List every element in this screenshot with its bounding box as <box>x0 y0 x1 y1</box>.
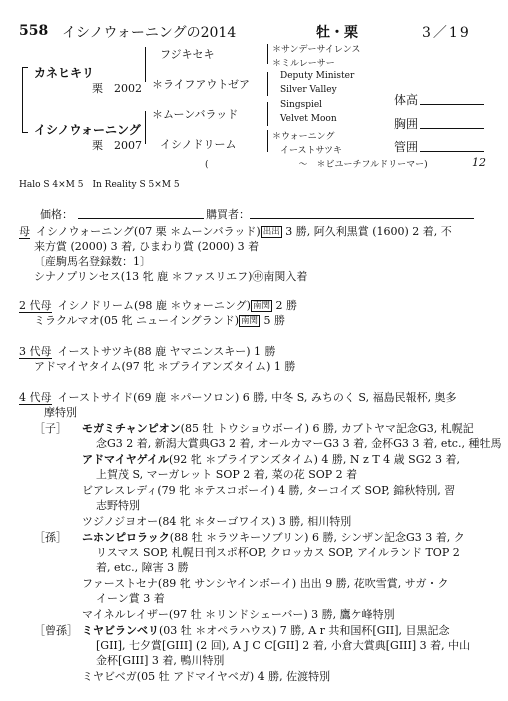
g3-item: ＊ミルレーサー <box>272 59 335 69</box>
chest-label: 胸囲 <box>394 117 419 131</box>
descendant-entry <box>34 483 455 498</box>
horse-name: ビアレスレディ <box>82 484 158 497</box>
horse-record: (89 牝 サンシヤインボーイ) 出出 9 勝, 花吹雪賞, サガ・ク <box>157 577 449 590</box>
relation-bracket: ［曾孫］ <box>34 624 78 637</box>
descendant-entry <box>34 669 330 684</box>
pedigree-bracket-top <box>22 67 28 68</box>
gen2-line2: ミラクルマオ(05 牝 ニューイングランド) 南関 5 勝 <box>34 314 286 327</box>
horse-record: (84 牝 ＊ターゴワイス) 3 勝, 相川特別 <box>158 515 352 528</box>
descendant-entry <box>34 623 449 638</box>
horse-record: (85 牡 トウショウボーイ) 6 勝, カブトヤマ記念G3, 札幌記 <box>180 422 474 435</box>
height-line <box>420 104 484 105</box>
gen3-line1: 3 代母 イーストサツキ(88 鹿 ヤマニンスキー) 1 勝 <box>19 345 276 358</box>
horse-record-continued: 念G3 2 着, 新潟大賞典G3 2 着, オールカマーG3 3 着, 金杯G3 3 着, etc., 種牡馬 <box>96 437 502 450</box>
cannon-line <box>420 151 484 152</box>
descendant-entry <box>34 576 448 591</box>
descendant-entry <box>34 514 351 529</box>
descendant-entry <box>34 530 465 545</box>
g3-bracket-4 <box>267 130 268 152</box>
dam-name: イシノウォーニング <box>34 123 141 137</box>
buyer-line <box>250 218 474 219</box>
foaling-date: 3／19 <box>422 25 471 41</box>
relation-bracket: ［孫］ <box>34 531 67 544</box>
sire-bracket <box>145 47 146 82</box>
sire-color-year: 栗 2002 <box>92 82 142 95</box>
horse-name: アドマイヤゲイル <box>82 453 170 466</box>
horse-record-continued: イーン賞 3 着 <box>96 592 165 605</box>
sex-color: 牡・栗 <box>316 25 358 41</box>
horse-record: (03 牡 ＊オペラハウス) 7 勝, A r 共和国杯[GII], 目黒記念 <box>159 624 450 637</box>
gen4-line1: 4 代母 イーストサイド(69 鹿 ＊パーソロン) 6 勝, 中冬 S, みちのく S, 福島民報杯, 奥多 <box>19 391 457 404</box>
buyer-label: 購買者： <box>206 208 250 221</box>
dam-dam: イシノドリーム <box>160 138 237 151</box>
g3-item: Silver Valley <box>280 85 337 95</box>
g3-bracket-1 <box>267 44 268 64</box>
relation-bracket: ［子］ <box>34 422 67 435</box>
horse-name: ミヤビベガ <box>82 670 137 683</box>
family-number: 12 <box>472 156 486 169</box>
g3-item: Velvet Moon <box>280 114 337 124</box>
section-tag: 4 代母 <box>19 391 52 404</box>
pedigree-bracket-bottom <box>22 132 28 133</box>
horse-name: ニホンピロラック <box>82 531 170 544</box>
price-line <box>78 218 204 219</box>
sire-sire: フジキセキ <box>160 48 215 61</box>
dam-color-year: 栗 2007 <box>92 139 142 152</box>
horse-record: (92 牝 ＊プライアンズタイム) 4 勝, N z T 4 歳 SG2 3 着, <box>169 453 460 466</box>
horse-record-continued: 志野特別 <box>96 499 140 512</box>
price-label: 価格： <box>40 208 73 221</box>
pedigree-bracket <box>22 67 23 133</box>
page-title: イシノウォーニングの2014 <box>62 25 237 41</box>
horse-record: (05 牡 アドマイヤベガ) 4 勝, 佐渡特別 <box>136 670 331 683</box>
horse-record-continued: リスマス SOP, 札幌日刊スポ杯OP, クロッカス SOP, アイルランド TOP 2 <box>96 546 460 559</box>
height-label: 体高 <box>394 93 419 107</box>
g3-item: イーストサツキ <box>280 146 343 156</box>
section-tag: 3 代母 <box>19 345 52 358</box>
gen2-line1: 2 代母 イシノドリーム(98 鹿 ＊ウォーニング) 南関 2 勝 <box>19 299 297 312</box>
horse-name: モガミチャンピオン <box>82 422 181 435</box>
dam-progeny: シナノプリンセス(13 牝 鹿 ＊ファスリエフ)㊥南関入着 <box>34 270 308 283</box>
dam-section: 母 イシノウォーニング(07 栗 ＊ムーンバラッド) 出出 3 勝, 阿久利黒賞 (1600) 2 着, 不 <box>19 225 452 238</box>
cannon-label: 管囲 <box>394 140 419 154</box>
dam-bracket <box>145 111 146 144</box>
g3-bracket-2 <box>267 72 268 96</box>
g3-item: ＊サンデーサイレンス <box>272 45 361 55</box>
region-box: 出出 <box>262 227 280 237</box>
gen3-line2: アドマイヤタイム(97 牝 ＊プライアンズタイム) 1 勝 <box>34 360 296 373</box>
descendant-entry <box>34 421 474 436</box>
section-tag: 母 <box>19 225 30 238</box>
dam-line2: 来方賞 (2000) 3 着, ひまわり賞 (2000) 3 着 <box>34 240 260 253</box>
g3-item: ＊ウォーニング <box>272 132 335 142</box>
chest-line <box>420 128 484 129</box>
horse-record-continued: [GII], 七夕賞[GIII] (2 回), A J C C[GII] 2 着, 小倉大賞典[GIII] 3 着, 中山 <box>96 639 471 652</box>
descendant-entry <box>34 607 395 622</box>
lot-number: 558 <box>19 23 49 39</box>
horse-record-continued: 上賀茂 S, マーガレット SOP 2 着, 菜の花 SOP 2 着 <box>96 468 358 481</box>
horse-record-continued: 金杯[GIII] 3 着, 鴨川特別 <box>96 654 225 667</box>
horse-record: (88 牡 ＊ラツキーソブリン) 6 勝, シンザン記念G3 3 着, ク <box>169 531 465 544</box>
sire-dam: ＊ライフアウトゼア <box>152 78 251 91</box>
horse-record: (97 牡 ＊リンドシェーバー) 3 勝, 鷹ケ峰特別 <box>168 608 395 621</box>
horse-name: ファーストセナ <box>82 577 158 590</box>
horse-record: (79 牝 ＊テスコボーイ) 4 勝, ターコイズ SOP, 錦秋特別, 習 <box>157 484 456 497</box>
g3-bracket-3 <box>267 102 268 126</box>
dam-sire: ＊ムーンバラッド <box>152 108 239 121</box>
horse-record-continued: 着, etc., 障害 3 勝 <box>96 561 189 574</box>
horse-name: ミヤビランベリ <box>82 624 159 637</box>
inbreeding: Halo S 4×M 5 In Reality S 5×M 5 <box>19 180 180 190</box>
descendant-entry <box>34 452 460 467</box>
gen4-line1b: 摩特別 <box>44 406 77 419</box>
registration-count: 〔産駒馬名登録数：1〕 <box>34 255 151 268</box>
section-tag: 2 代母 <box>19 299 52 312</box>
horse-name: マイネルレイザー <box>82 608 169 621</box>
sire-name: カネヒキリ <box>34 66 95 80</box>
g3-item: Deputy Minister <box>280 71 355 81</box>
g3-item: Singspiel <box>280 100 323 110</box>
tail-female-line: ( ～ ＊ビユーチフルドリーマー) <box>205 160 428 170</box>
horse-name: ツジノジヨオー <box>82 515 159 528</box>
